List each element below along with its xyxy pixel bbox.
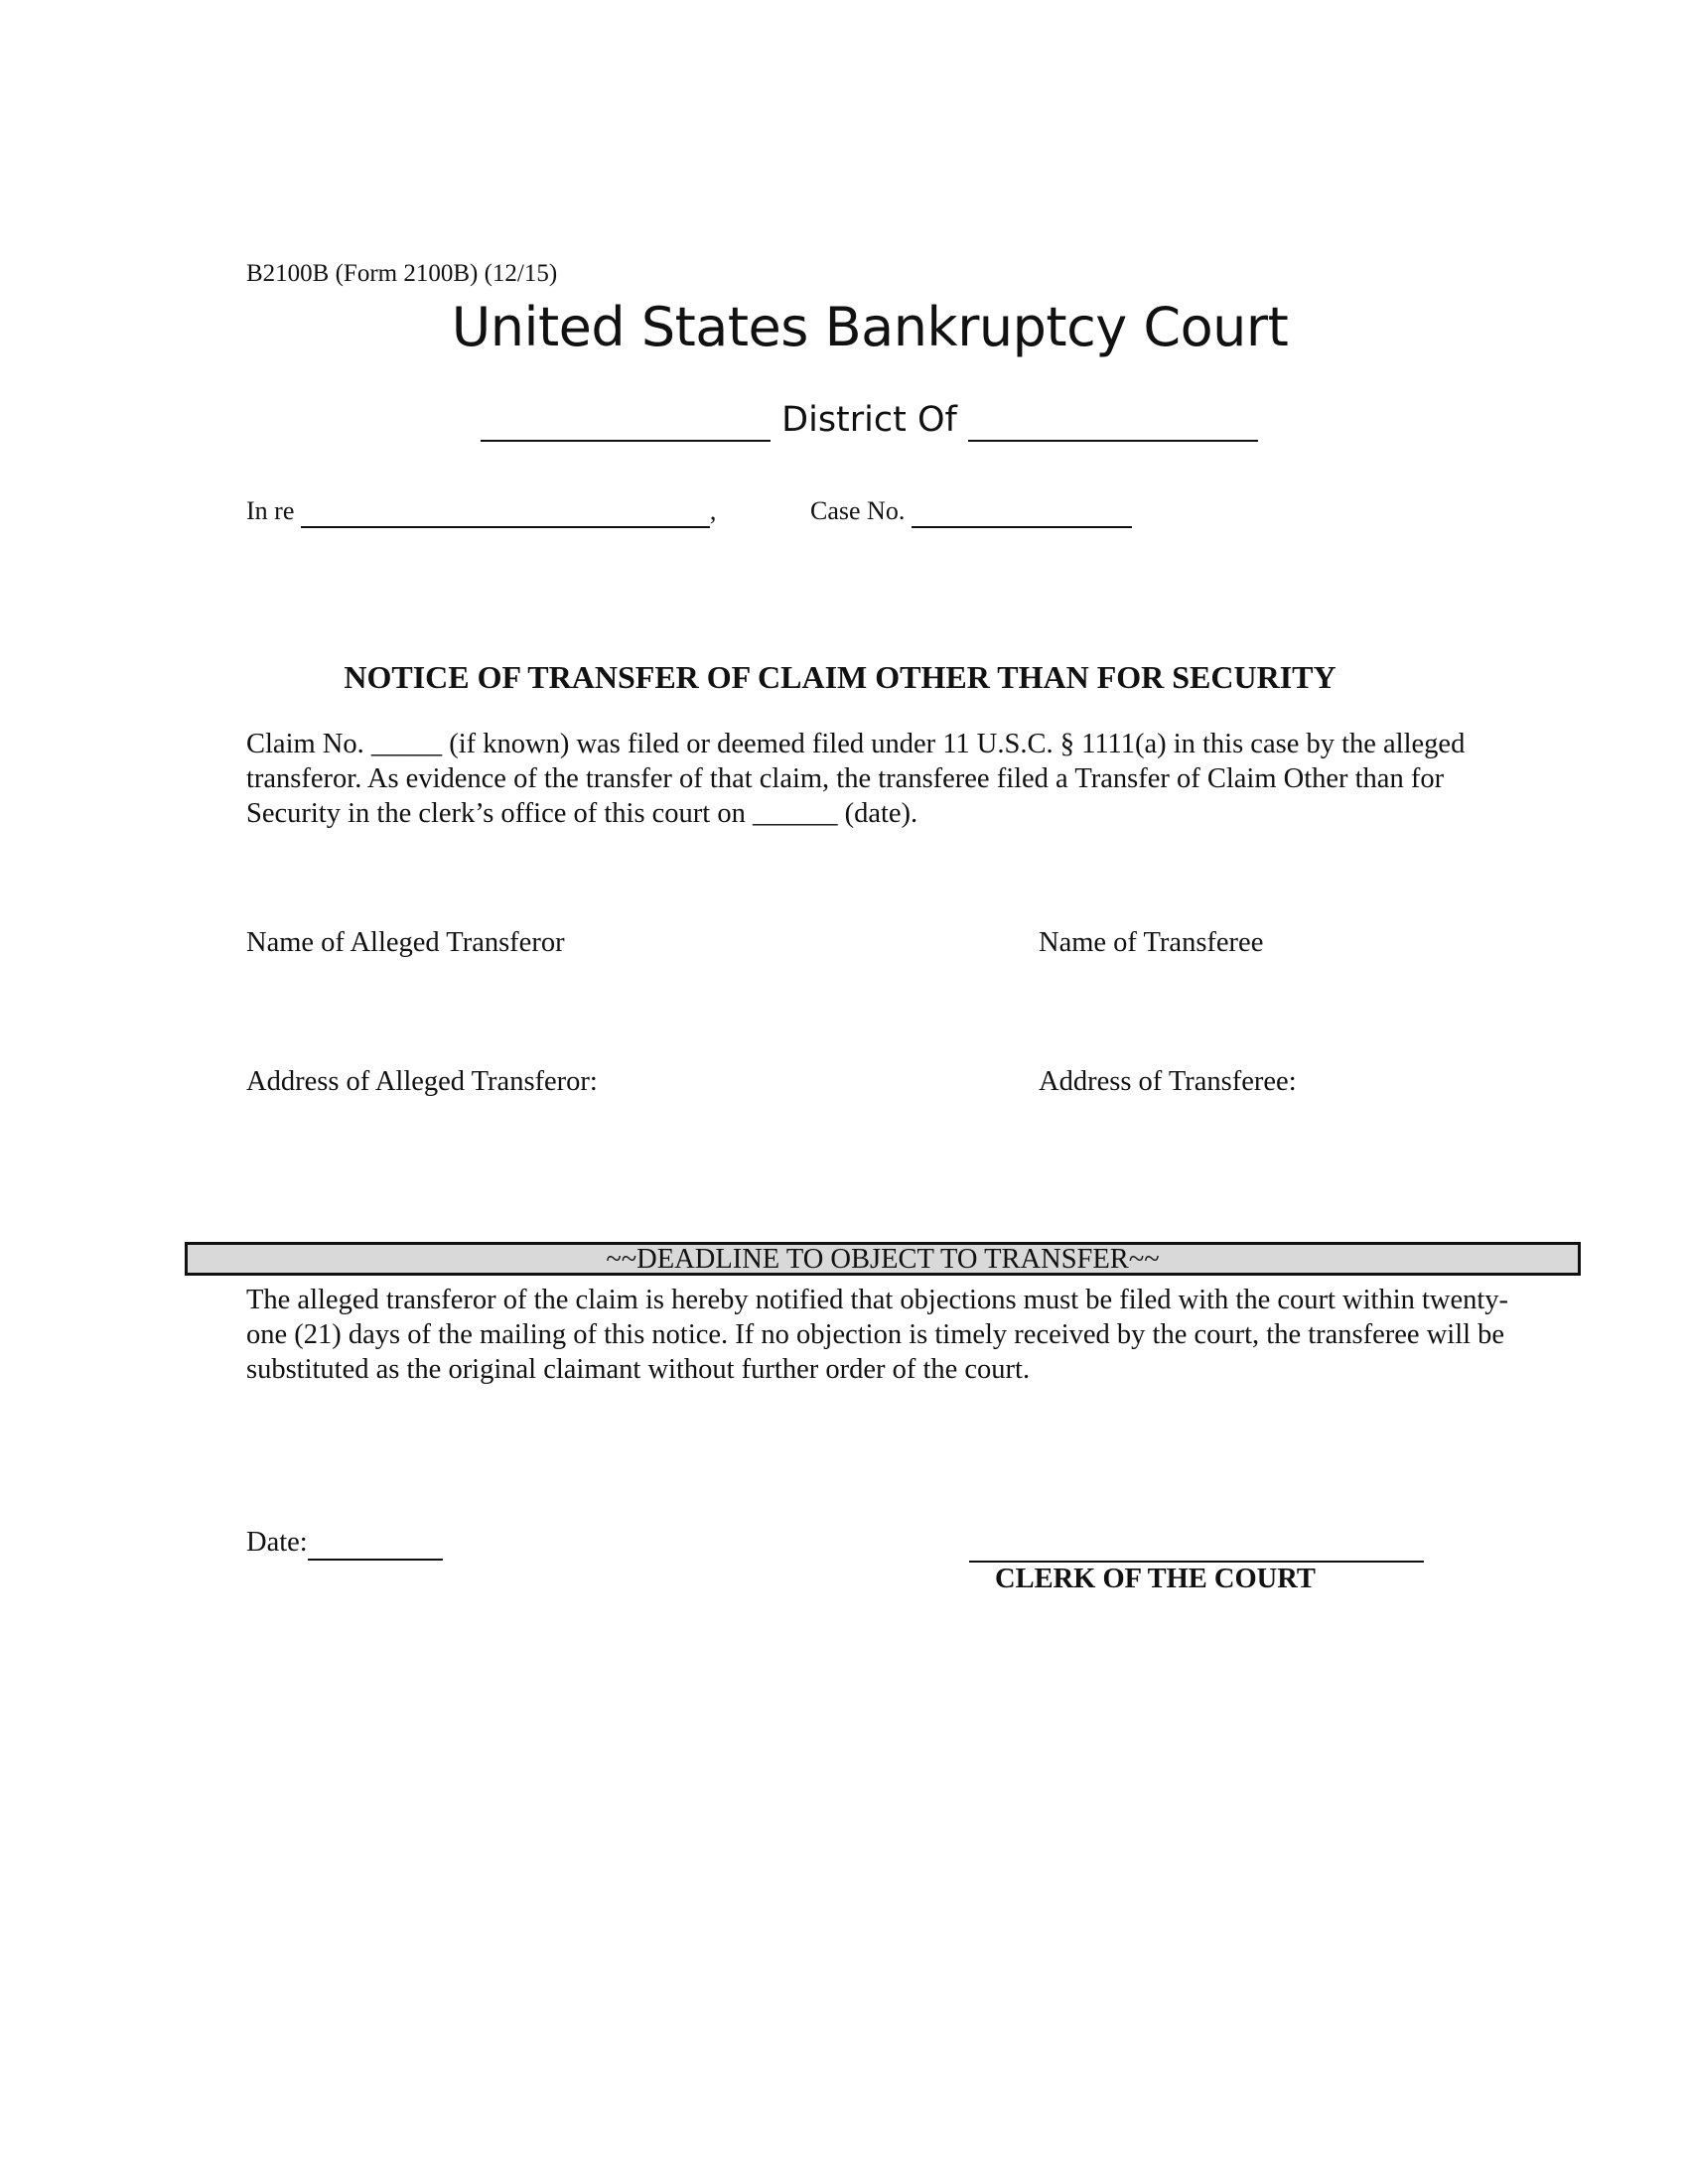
date-line (246, 1527, 443, 1561)
date-label: Date: (246, 1527, 308, 1558)
in-re-label: In re (246, 496, 295, 525)
district-label: District Of (781, 400, 957, 440)
district-blank-left[interactable] (481, 400, 771, 442)
deadline-heading-bar: ~~DEADLINE TO OBJECT TO TRANSFER~~ (185, 1242, 1581, 1276)
transferor-name-label: Name of Alleged Transferor (246, 927, 565, 958)
deadline-paragraph: The alleged transferor of the claim is hereby notified that objections must be filed with the court within twenty-one (21) days of the mailing of this notice. If no objection is timely received by the court, the transferee will be substituted as the original claimant without further order of the court. (246, 1285, 1509, 1385)
transferor-address-label: Address of Alleged Transferor: (246, 1066, 598, 1097)
in-re-blank[interactable] (301, 496, 710, 528)
form-number: B2100B (Form 2100B) (12/15) (246, 260, 558, 287)
transferee-address-label: Address of Transferee: (1039, 1066, 1297, 1097)
district-blank-right[interactable] (968, 400, 1258, 442)
intro-paragraph: Claim No. _____ (if known) was filed or deemed filed under 11 U.S.C. § 1111(a) in this case by the alleged transferor. As evidence of the transfer of that claim, the transferee filed a Transfer of Claim Other than for Security in the clerk’s office of this court on ______ (date). (246, 729, 1466, 829)
in-re-comma: , (709, 496, 717, 525)
case-no-blank[interactable] (912, 496, 1132, 528)
date-blank[interactable] (308, 1527, 443, 1561)
district-line (481, 400, 1258, 442)
in-re-line (246, 496, 716, 528)
notice-title: NOTICE OF TRANSFER OF CLAIM OTHER THAN FOR SECURITY (344, 659, 1336, 695)
court-title: United States Bankruptcy Court (451, 296, 1289, 358)
case-number-line (810, 496, 1132, 528)
clerk-signature-line[interactable] (969, 1561, 1424, 1563)
case-no-label: Case No. (810, 496, 906, 525)
transferee-name-label: Name of Transferee (1039, 927, 1264, 958)
clerk-label: CLERK OF THE COURT (995, 1564, 1316, 1594)
